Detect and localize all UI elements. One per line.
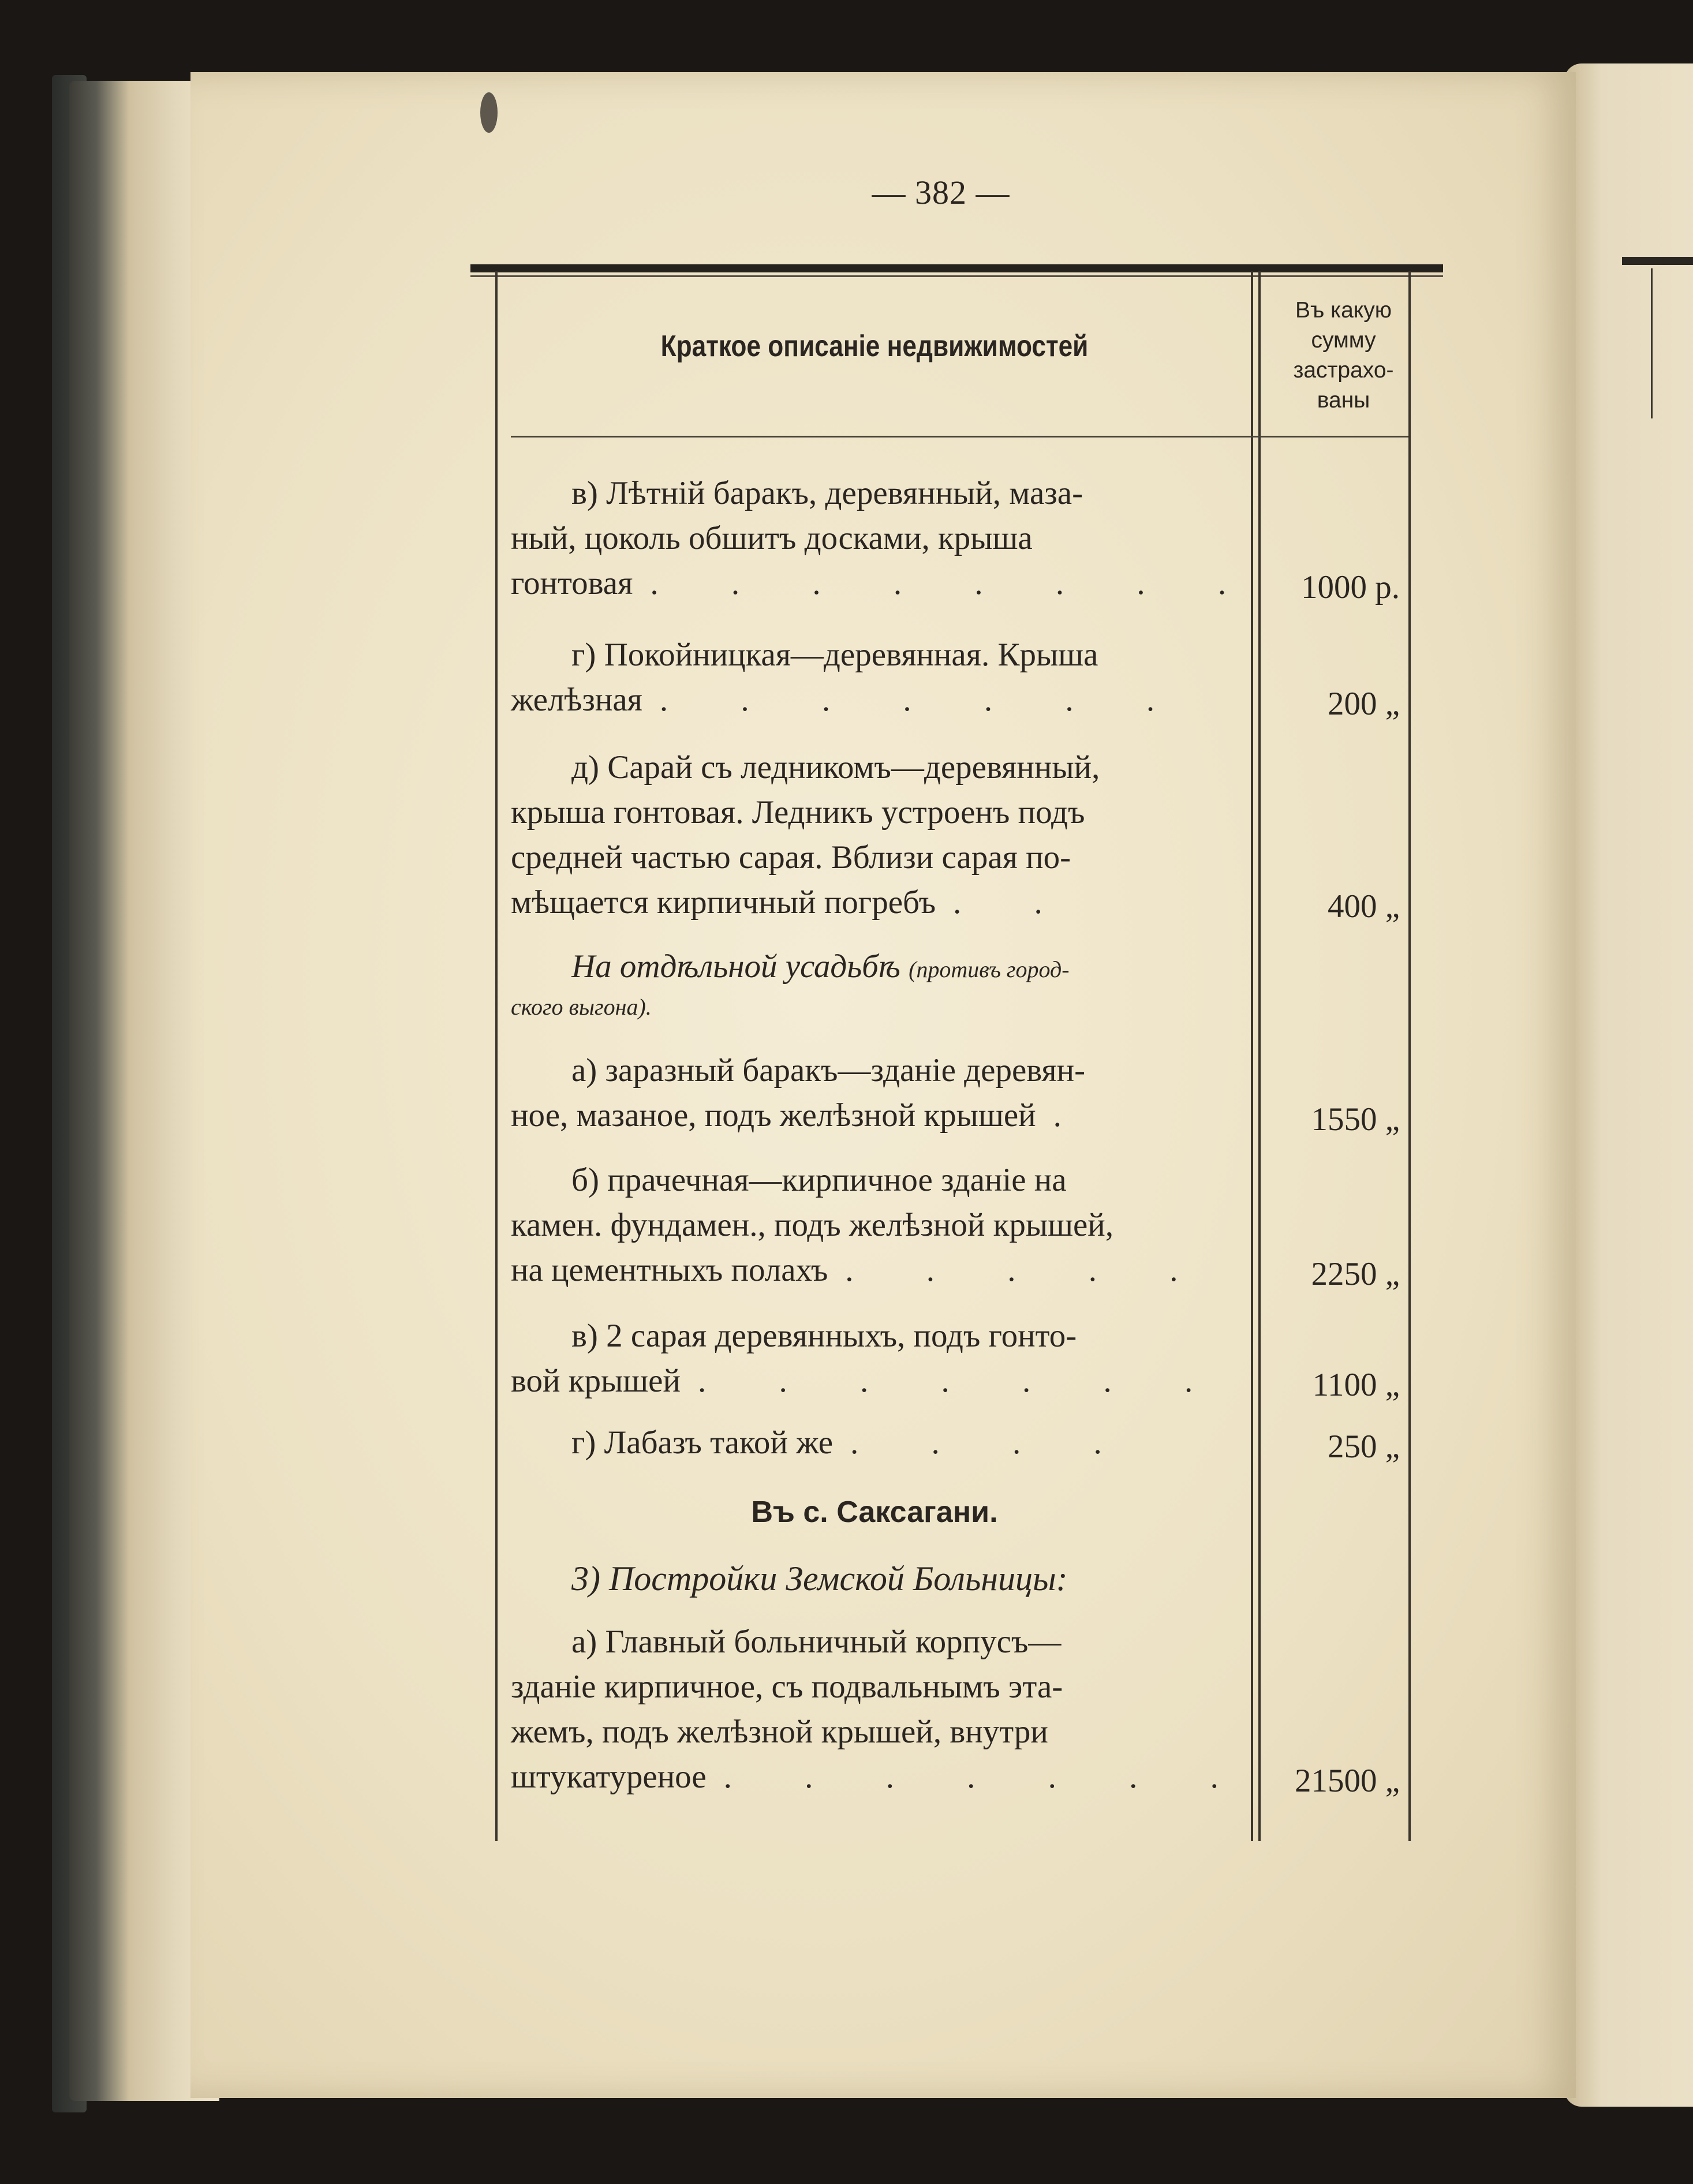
leader-dots: . . . . . (845, 1252, 1210, 1288)
entry-line: в) Лѣтній баракъ, деревянный, маза- (571, 475, 1083, 511)
entry-line: г) Лабазъ такой же . . . . (571, 1423, 1238, 1463)
table-column-divider-double (1258, 271, 1261, 1841)
table-top-rule (470, 264, 1443, 272)
entry-line: гонтовая . . . . . . . . (511, 563, 1238, 604)
facing-page-rule (1622, 257, 1693, 265)
entry-amount: 200 „ (1327, 686, 1400, 722)
leader-dots: . . . . (850, 1424, 1134, 1461)
subheading-separate-estate: На отдѣльной усадьбѣ (противъ город- (571, 948, 1070, 985)
entry-amount: 21500 „ (1294, 1763, 1400, 1799)
table-right-border (1408, 271, 1411, 1841)
column-header-description: Краткое описаніе недвижимостей (660, 330, 1089, 363)
entry-line: на цементныхъ полахъ . . . . . (511, 1250, 1238, 1291)
entry-line: ное, мазаное, подъ желѣзной крышей . (511, 1095, 1238, 1136)
entry-line: д) Сарай съ ледникомъ—деревянный, (571, 749, 1100, 786)
entry-line: желѣзная . . . . . . . (511, 680, 1238, 720)
entry-line: штукатуреное . . . . . . . (511, 1757, 1238, 1797)
table-column-divider (1251, 271, 1253, 1841)
entry-line: мѣщается кирпичный погребъ . . (511, 882, 1238, 923)
facing-page (1564, 63, 1693, 2107)
table-top-rule-thin (470, 275, 1443, 277)
entry-amount: 1550 „ (1311, 1101, 1400, 1138)
leader-dots: . . . . . . . (697, 1363, 1225, 1399)
entry-line: а) заразный баракъ—зданіе деревян- (571, 1052, 1086, 1089)
subheading-note: ского выгона). (511, 994, 652, 1020)
table-left-border (495, 271, 498, 1841)
entry-line: а) Главный больничный корпусъ— (571, 1624, 1062, 1660)
entry-line: крыша гонтовая. Ледникъ устроенъ подъ (511, 794, 1085, 831)
leader-dots: . (1053, 1097, 1094, 1134)
facing-page-line (1651, 268, 1653, 418)
entry-line: б) прачечная—кирпичное зданіе на (571, 1162, 1067, 1198)
entry-line: г) Покойницкая—деревянная. Крыша (571, 637, 1098, 673)
entry-line: камен. фундамен., подъ желѣзной крышей, (511, 1207, 1114, 1243)
ink-stain (480, 92, 498, 133)
header-divider (511, 436, 1408, 437)
entry-line: жемъ, подъ желѣзной крышей, внутри (511, 1714, 1048, 1750)
entry-amount: 1000 р. (1301, 569, 1400, 605)
entry-amount: 2250 „ (1311, 1256, 1400, 1292)
leader-dots: . . . . . . . (723, 1759, 1251, 1795)
subsection-heading: 3) Постройки Земской Больницы: (571, 1560, 1068, 1598)
leader-dots: . . . . . . . . (650, 565, 1259, 601)
entry-amount: 400 „ (1327, 888, 1400, 925)
entry-amount: 250 „ (1327, 1428, 1400, 1465)
section-heading: Въ с. Саксагани. (751, 1495, 998, 1529)
entry-line: средней частью сарая. Вблизи сарая по- (511, 839, 1071, 876)
entry-line: ный, цоколь обшитъ досками, крыша (511, 520, 1033, 556)
page-number: — 382 — (872, 174, 1010, 211)
entry-line: в) 2 сарая деревянныхъ, подъ гонто- (571, 1318, 1077, 1354)
leader-dots: . . . . . . . (659, 682, 1187, 718)
column-header-sum: Въ какую сумму застрахо- ваны (1293, 298, 1394, 413)
entry-line: вой крышей . . . . . . . (511, 1361, 1238, 1401)
leader-dots: . . (953, 884, 1075, 921)
entry-amount: 1100 „ (1312, 1367, 1400, 1403)
entry-line: зданіе кирпичное, съ подвальнымъ эта- (511, 1669, 1063, 1705)
